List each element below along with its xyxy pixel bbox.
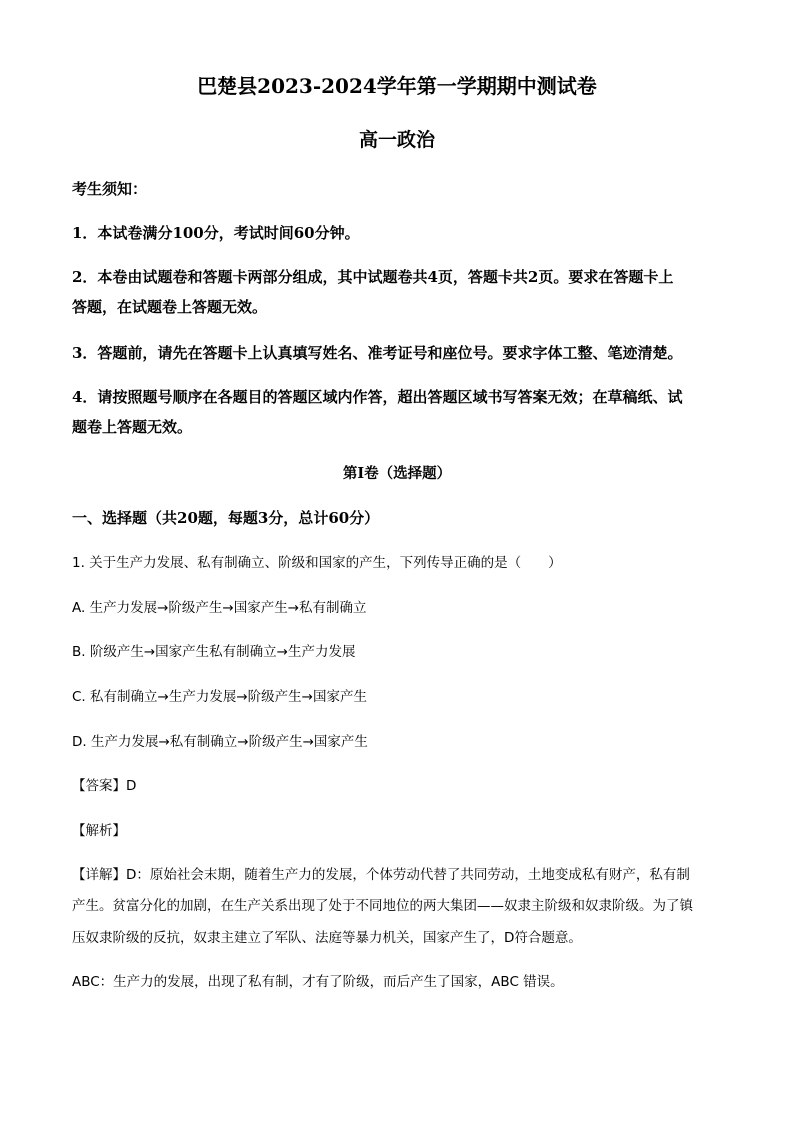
answer-line <box>72 774 136 794</box>
answer-value: D <box>126 778 137 794</box>
detail-text-1: D：原始社会末期，随着生产力的发展，个体劳动代替了共同劳动，土地变成私有财产，私有制 <box>126 867 690 883</box>
detail-line-2: 产生。贫富分化的加剧，在生产关系出现了处于不同地位的两大集团——奴隶主阶级和奴隶阶级。为了镇 <box>72 898 693 914</box>
analysis-label: 【解析】 <box>72 823 126 839</box>
notice-item-2-line-2: 答题，在试题卷上答题无效。 <box>72 298 268 316</box>
notice-item-4-line-2: 题卷上答题无效。 <box>72 418 193 436</box>
answer-label: 【答案】 <box>72 778 126 794</box>
exam-title: 巴楚县2023-2024学年第一学期期中测试卷 <box>197 74 597 98</box>
detail-line-3: 压奴隶阶级的反抗，奴隶主建立了军队、法庭等暴力机关，国家产生了，D符合题意。 <box>72 930 582 946</box>
notice-item-3: 3．答题前，请先在答题卡上认真填写姓名、准考证号和座位号。要求字体工整、笔迹清楚。 <box>72 344 683 362</box>
detail-line-4: ABC：生产力的发展，出现了私有制，才有了阶级，而后产生了国家，ABC 错误。 <box>72 974 564 990</box>
option-d: D. 生产力发展→私有制确立→阶级产生→国家产生 <box>72 734 368 750</box>
detail-label: 【详解】 <box>72 867 126 883</box>
notice-item-1: 1．本试卷满分100分，考试时间60分钟。 <box>72 224 360 242</box>
notice-item-4-line-1: 4．请按照题号顺序在各题目的答题区域内作答，超出答题区域书写答案无效；在草稿纸、试 <box>72 388 683 406</box>
option-c: C. 私有制确立→生产力发展→阶级产生→国家产生 <box>72 689 367 705</box>
section-heading: 一、选择题（共20题，每题3分，总计60分） <box>72 509 380 527</box>
notice-item-2-line-1: 2．本卷由试题卷和答题卡两部分组成，其中试题卷共4页，答题卡共2页。要求在答题卡上 <box>72 268 674 286</box>
subject-title: 高一政治 <box>358 129 435 151</box>
option-a: A. 生产力发展→阶级产生→国家产生→私有制确立 <box>72 600 367 616</box>
question-stem: 1. 关于生产力发展、私有制确立、阶级和国家的产生，下列传导正确的是（ ） <box>72 555 562 571</box>
notice-heading: 考生须知： <box>72 180 148 198</box>
option-b: B. 阶级产生→国家产生私有制确立→生产力发展 <box>72 644 356 660</box>
part-title: 第Ⅰ卷（选择题） <box>342 465 452 482</box>
detail-line-1 <box>72 863 690 883</box>
